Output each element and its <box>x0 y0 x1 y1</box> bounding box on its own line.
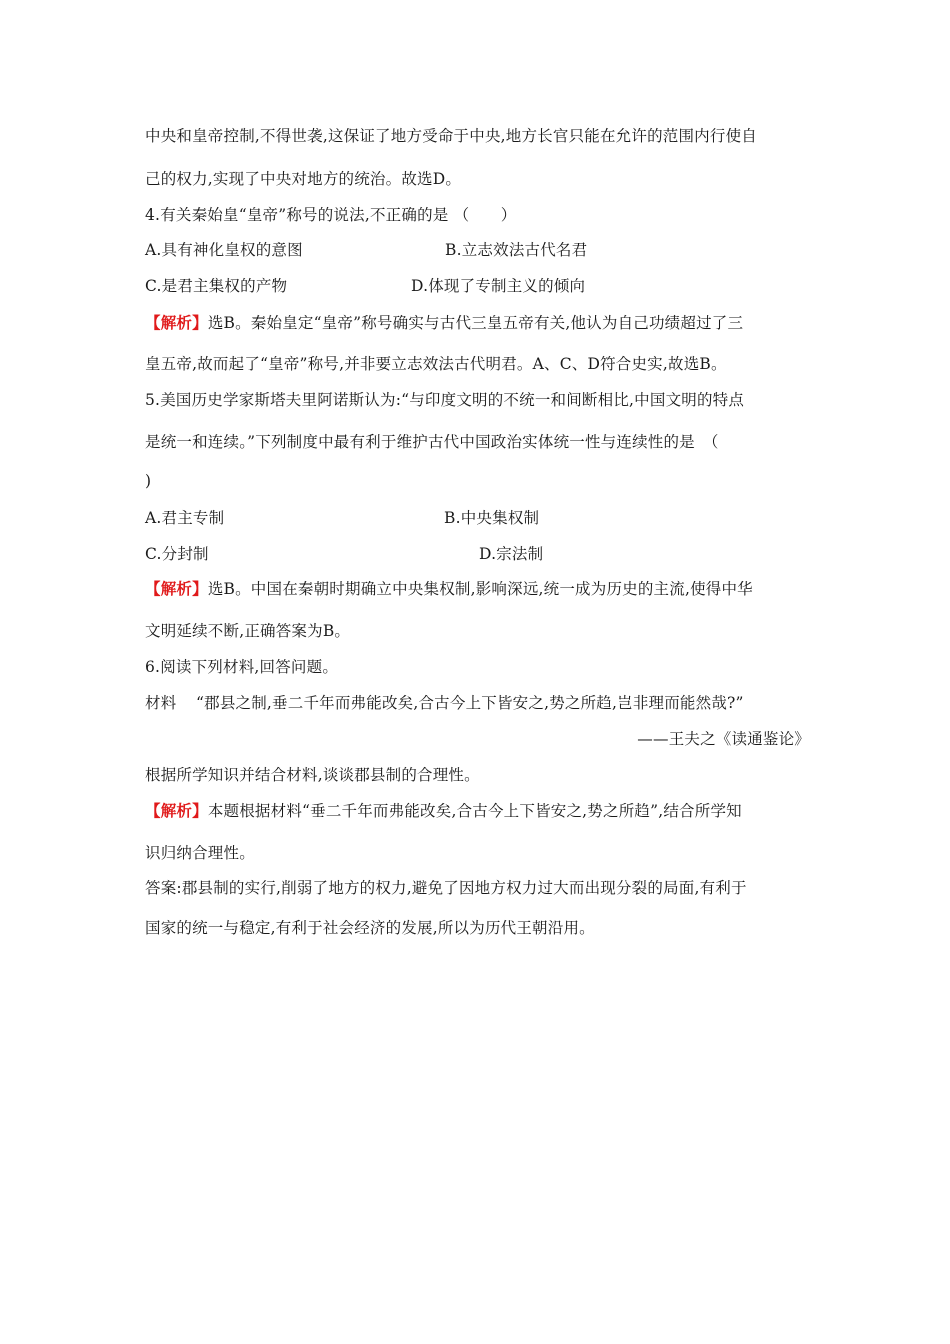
q6-question: 根据所学知识并结合材料,谈谈郡县制的合理性。 <box>145 766 480 784</box>
q4-stem: 4.有关秦始皇“皇帝”称号的说法,不正确的是 （ ） <box>145 206 517 224</box>
q6-analysis-line-2: 识归纳合理性。 <box>145 844 255 862</box>
q5-option-d: D.宗法制 <box>479 545 544 563</box>
q4-analysis-line-1 <box>145 312 810 334</box>
q6-stem: 6.阅读下列材料,回答问题。 <box>145 658 339 676</box>
q4-analysis-text: 选B。秦始皇定“皇帝”称号确实与古代三皇五帝有关,他认为自己功绩超过了三 <box>207 314 744 332</box>
analysis-tag: 【解析】 <box>145 313 208 332</box>
q4-analysis-line-2: 皇五帝,故而起了“皇帝”称号,并非要立志效法古代明君。A、C、D符合史实,故选B。 <box>145 355 727 373</box>
analysis-tag: 【解析】 <box>145 579 208 598</box>
prev-answer-line-1: 中央和皇帝控制,不得世袭,这保证了地方受命于中央,地方长官只能在允许的范围内行使自 <box>145 127 757 145</box>
q5-option-a: A.君主专制 <box>145 509 225 527</box>
q6-analysis-line-1 <box>145 800 810 822</box>
q4-option-d: D.体现了专制主义的倾向 <box>411 277 586 295</box>
q5-option-b: B.中央集权制 <box>444 509 540 527</box>
q5-analysis-line-2: 文明延续不断,正确答案为B。 <box>145 622 351 640</box>
q6-material-source: ——王夫之《读通鉴论》 <box>637 730 810 748</box>
q6-material-text: “郡县之制,垂二千年而弗能改矣,合古今上下皆安之,势之所趋,岂非理而能然哉?” <box>196 694 744 712</box>
q5-analysis-text: 选B。中国在秦朝时期确立中央集权制,影响深远,统一成为历史的主流,使得中华 <box>207 580 753 598</box>
q6-analysis-text: 本题根据材料“垂二千年而弗能改矣,合古今上下皆安之,势之所趋”,结合所学知 <box>207 802 742 820</box>
q5-option-c: C.分封制 <box>145 545 209 563</box>
q5-stem-line-3: ) <box>145 472 152 490</box>
q5-analysis-line-1 <box>145 578 810 600</box>
prev-answer-line-2: 己的权力,实现了中央对地方的统治。故选D。 <box>145 170 462 188</box>
q6-material-label: 材料 <box>145 694 177 712</box>
q5-stem-line-2: 是统一和连续。”下列制度中最有利于维护古代中国政治实体统一性与连续性的是 （ <box>145 433 719 451</box>
q6-answer-line-2: 国家的统一与稳定,有利于社会经济的发展,所以为历代王朝沿用。 <box>145 919 595 937</box>
analysis-tag: 【解析】 <box>145 801 208 820</box>
q4-option-c: C.是君主集权的产物 <box>145 277 288 295</box>
q6-answer-line-1: 答案:郡县制的实行,削弱了地方的权力,避免了因地方权力过大而出现分裂的局面,有利于 <box>145 879 747 897</box>
q4-option-a: A.具有神化皇权的意图 <box>145 241 303 259</box>
q5-stem-line-1: 5.美国历史学家斯塔夫里阿诺斯认为:“与印度文明的不统一和间断相比,中国文明的特点 <box>145 391 745 409</box>
q4-option-b: B.立志效法古代名君 <box>445 241 588 259</box>
